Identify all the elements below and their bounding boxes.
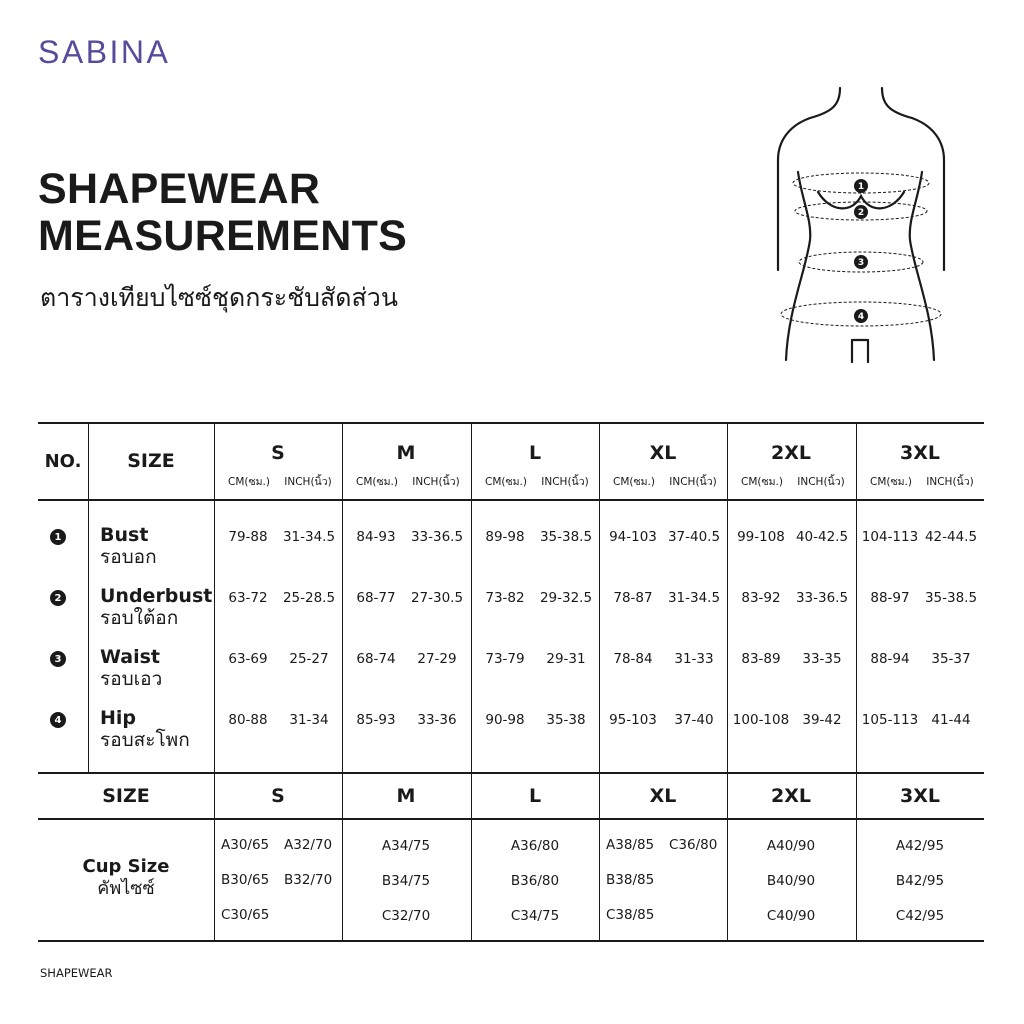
- inch-value-1-0: 25-28.5: [282, 590, 336, 606]
- cup-size-header-1: M: [396, 785, 416, 807]
- row-number-badge-3: 4: [50, 712, 66, 728]
- cup-value-3-0-a: A38/85: [606, 837, 655, 853]
- size-header-4: 2XL: [771, 442, 811, 464]
- inch-value-3-0: 31-34: [289, 712, 329, 728]
- row-label-1: [100, 585, 212, 629]
- row-label-3: [100, 707, 190, 751]
- inch-value-2-0: 25-27: [289, 651, 329, 667]
- legs-gap-outline: [852, 340, 868, 362]
- cup-header-border: [38, 818, 984, 820]
- cm-value-0-5: 104-113: [861, 529, 919, 545]
- cup-size-header-4: 2XL: [771, 785, 811, 807]
- footer-label: SHAPEWEAR: [40, 966, 113, 980]
- cup-bottom-border: [38, 940, 984, 942]
- cm-value-1-1: 68-77: [356, 590, 396, 606]
- size-header-0: S: [271, 442, 285, 464]
- cm-value-3-4: 100-108: [732, 712, 790, 728]
- cup-value-4-2: C40/90: [766, 908, 816, 924]
- cm-value-2-1: 68-74: [356, 651, 396, 667]
- row-number-badge-2: 3: [50, 651, 66, 667]
- cm-value-2-3: 78-84: [613, 651, 653, 667]
- cm-unit-label-5: CM(ซม.): [870, 475, 912, 488]
- row-number-badge-0: 1: [50, 529, 66, 545]
- inch-value-2-4: 33-35: [802, 651, 842, 667]
- cm-value-1-2: 73-82: [485, 590, 525, 606]
- cup-header-size: SIZE: [102, 785, 150, 807]
- cup-size-header-3: XL: [649, 785, 677, 807]
- left-arm-outline: [778, 118, 810, 270]
- cup-value-5-1: B42/95: [895, 873, 945, 889]
- inch-value-0-1: 33-36.5: [410, 529, 464, 545]
- cup-value-0-0-a: A30/65: [221, 837, 270, 853]
- row-label-th-3: รอบสะโพก: [100, 729, 190, 751]
- inch-value-1-1: 27-30.5: [410, 590, 464, 606]
- inch-unit-label-4: INCH(นิ้ว): [797, 475, 845, 488]
- col-divider-5: [856, 422, 857, 941]
- cm-value-0-4: 99-108: [737, 529, 785, 545]
- inch-value-2-1: 27-29: [417, 651, 457, 667]
- row-label-2: [100, 646, 162, 690]
- size-header-1: M: [396, 442, 416, 464]
- cm-unit-label-0: CM(ซม.): [228, 475, 270, 488]
- inch-value-1-3: 31-34.5: [667, 590, 721, 606]
- cup-size-header-0: S: [271, 785, 285, 807]
- title-line-2: MEASUREMENTS: [38, 212, 408, 260]
- cm-value-2-4: 83-89: [741, 651, 781, 667]
- marker-4-label: 4: [857, 312, 865, 322]
- row-label-en-3: Hip: [100, 707, 137, 729]
- inch-value-3-2: 35-38: [546, 712, 586, 728]
- cup-size-header-2: L: [528, 785, 542, 807]
- cm-value-1-3: 78-87: [613, 590, 653, 606]
- col-divider-2: [471, 422, 472, 941]
- row-label-0: [100, 524, 157, 568]
- page-title: [38, 166, 407, 260]
- cup-value-0-2-a: C30/65: [221, 907, 270, 923]
- cm-unit-label-1: CM(ซม.): [356, 475, 398, 488]
- cup-value-5-0: A42/95: [895, 838, 945, 854]
- cm-value-0-2: 89-98: [485, 529, 525, 545]
- table-header-border: [38, 499, 984, 501]
- inch-value-0-4: 40-42.5: [795, 529, 849, 545]
- inch-value-3-5: 41-44: [931, 712, 971, 728]
- torso-right-outline: [910, 172, 934, 360]
- cup-value-0-1-a: B30/65: [221, 872, 270, 888]
- cm-value-3-5: 105-113: [861, 712, 919, 728]
- cm-value-2-5: 88-94: [870, 651, 910, 667]
- inch-value-1-2: 29-32.5: [539, 590, 593, 606]
- marker-3-label: 3: [857, 258, 865, 268]
- cup-size-header-5: 3XL: [900, 785, 940, 807]
- inch-unit-label-2: INCH(นิ้ว): [541, 475, 589, 488]
- size-header-5: 3XL: [900, 442, 940, 464]
- inch-value-3-3: 37-40: [674, 712, 714, 728]
- cup-value-1-1: B34/75: [381, 873, 431, 889]
- cm-value-3-3: 95-103: [609, 712, 657, 728]
- cup-value-4-0: A40/90: [766, 838, 816, 854]
- inch-value-3-4: 39-42: [802, 712, 842, 728]
- cm-value-3-2: 90-98: [485, 712, 525, 728]
- row-label-th-2: รอบเอว: [100, 668, 163, 690]
- cup-value-2-0: A36/80: [510, 838, 560, 854]
- cup-value-3-1-a: B38/85: [606, 872, 655, 888]
- marker-1-label: 1: [857, 182, 865, 192]
- cm-value-0-3: 94-103: [609, 529, 657, 545]
- body-measurement-figure: [770, 80, 960, 370]
- neck-right-line: [882, 88, 912, 118]
- inch-value-2-2: 29-31: [546, 651, 586, 667]
- header-size: SIZE: [127, 450, 175, 472]
- cup-value-4-1: B40/90: [766, 873, 816, 889]
- inch-value-1-4: 33-36.5: [795, 590, 849, 606]
- cup-value-2-1: B36/80: [510, 873, 560, 889]
- cup-value-3-2-a: C38/85: [606, 907, 655, 923]
- row-label-th-1: รอบใต้อก: [100, 607, 179, 629]
- torso-left-outline: [786, 172, 810, 360]
- cm-value-1-0: 63-72: [228, 590, 268, 606]
- col-divider-4: [727, 422, 728, 941]
- inch-unit-label-1: INCH(นิ้ว): [412, 475, 460, 488]
- cm-value-0-1: 84-93: [356, 529, 396, 545]
- cm-value-2-2: 73-79: [485, 651, 525, 667]
- cup-value-0-1-b: B32/70: [284, 872, 333, 888]
- size-header-2: L: [528, 442, 542, 464]
- inch-value-0-2: 35-38.5: [539, 529, 593, 545]
- cm-value-3-1: 85-93: [356, 712, 396, 728]
- cup-value-3-0-b: C36/80: [669, 837, 718, 853]
- cup-size-label: [38, 856, 214, 900]
- row-number-badge-1: 2: [50, 590, 66, 606]
- row-label-en-0: Bust: [100, 524, 149, 546]
- cm-value-2-0: 63-69: [228, 651, 268, 667]
- cup-value-1-2: C32/70: [381, 908, 431, 924]
- inch-value-1-5: 35-38.5: [924, 590, 978, 606]
- inch-value-0-0: 31-34.5: [282, 529, 336, 545]
- header-no: NO.: [44, 450, 82, 472]
- cm-value-1-4: 83-92: [741, 590, 781, 606]
- inch-unit-label-5: INCH(นิ้ว): [926, 475, 974, 488]
- neck-left-line: [810, 88, 840, 118]
- page-subtitle: ตารางเทียบไซซ์ชุดกระชับสัดส่วน: [40, 283, 398, 312]
- col-divider-3: [599, 422, 600, 941]
- cm-value-0-0: 79-88: [228, 529, 268, 545]
- inch-value-2-3: 31-33: [674, 651, 714, 667]
- marker-2-label: 2: [857, 208, 865, 218]
- size-header-3: XL: [649, 442, 677, 464]
- cup-value-5-2: C42/95: [895, 908, 945, 924]
- col-divider-0: [214, 422, 215, 941]
- title-line-1: SHAPEWEAR: [38, 165, 321, 213]
- inch-unit-label-3: INCH(นิ้ว): [669, 475, 717, 488]
- cup-value-0-0-b: A32/70: [284, 837, 333, 853]
- inch-value-3-1: 33-36: [417, 712, 457, 728]
- inch-value-0-5: 42-44.5: [924, 529, 978, 545]
- row-label-en-2: Waist: [100, 646, 161, 668]
- cup-value-2-2: C34/75: [510, 908, 560, 924]
- cup-value-1-0: A34/75: [381, 838, 431, 854]
- inch-value-0-3: 37-40.5: [667, 529, 721, 545]
- cm-unit-label-2: CM(ซม.): [485, 475, 527, 488]
- inch-unit-label-0: INCH(นิ้ว): [284, 475, 332, 488]
- cup-size-label-th: คัพไซซ์: [97, 878, 155, 899]
- brand-logo: SABINA: [38, 34, 171, 70]
- cm-unit-label-3: CM(ซม.): [613, 475, 655, 488]
- row-label-en-1: Underbust: [100, 585, 213, 607]
- row-label-th-0: รอบอก: [100, 546, 157, 568]
- cup-size-label-en: Cup Size: [82, 856, 170, 877]
- cm-unit-label-4: CM(ซม.): [741, 475, 783, 488]
- cm-value-1-5: 88-97: [870, 590, 910, 606]
- inch-value-2-5: 35-37: [931, 651, 971, 667]
- cm-value-3-0: 80-88: [228, 712, 268, 728]
- col-divider-1: [342, 422, 343, 941]
